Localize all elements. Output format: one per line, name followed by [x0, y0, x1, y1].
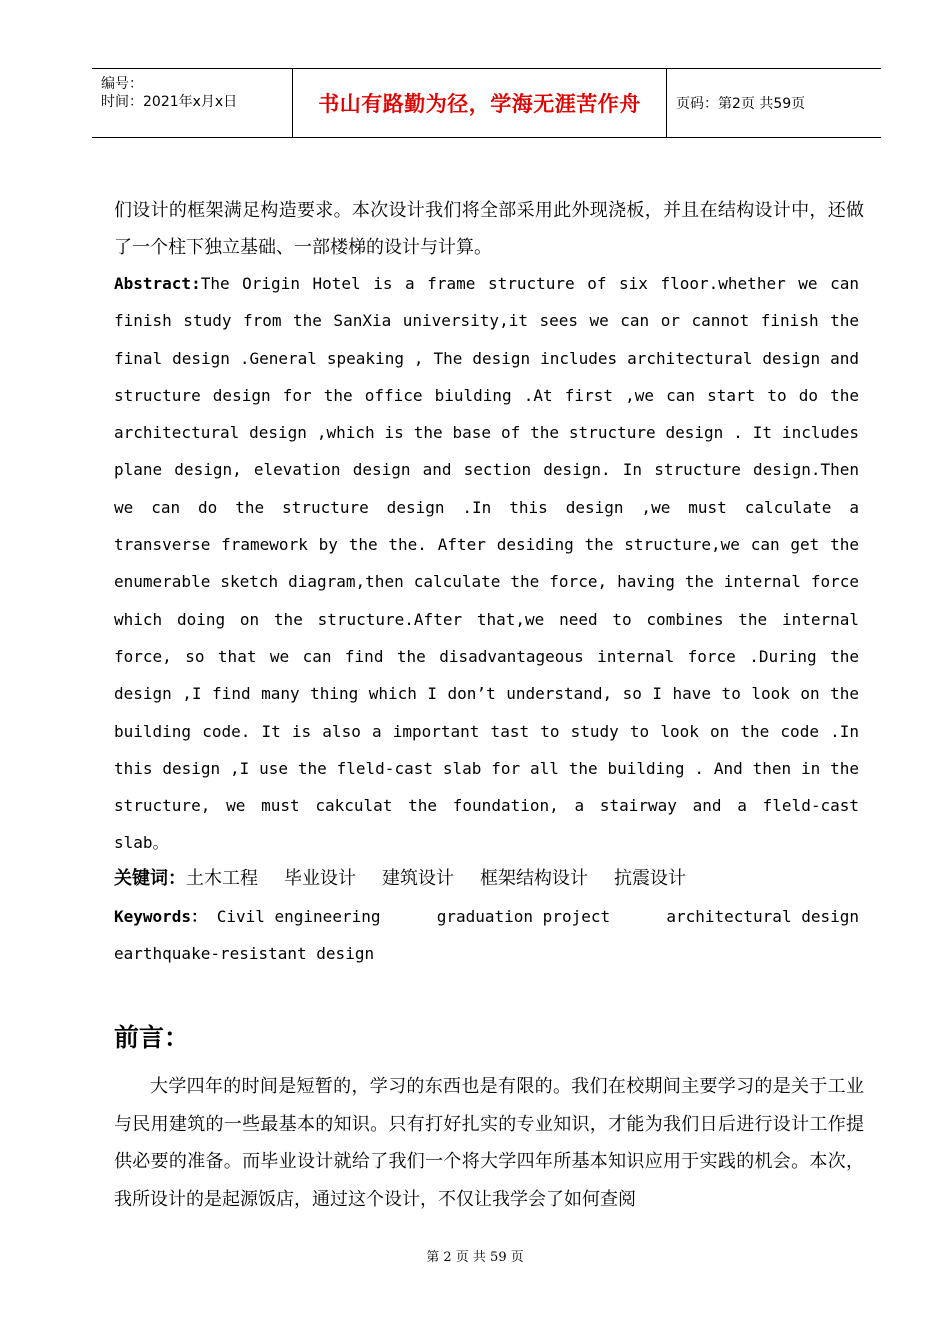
keywords-cn: [114, 861, 859, 897]
page-header: [92, 68, 881, 138]
abstract-paragraph: [114, 265, 859, 862]
abstract-text: The Origin Hotel is a frame structure of six floor.whether we can finish study from the SanXia university,it sees we can or cannot finish the final design .General speaking , The design includes architectural design and structure design for the office biulding .At first ,we can start to do the architectural design ,which is the base of the structure design . It includes plane design, elevation design and section design. In structure design.Then we can do the structure design .In this design ,we must calculate a transverse framework by the the. After desiding the structure,we can get the enumerable sketch diagram,then calculate the force, having the internal force which doing on the structure.After that,we need to combines the internal force, so that we can find the disadvantageous internal force .During the design ,I find many thing which I don’t understand, so I have to look on the building code. It is also a important tast to study to look on the code .In this design ,I use the fleld-cast slab for all the building . And then in the structure, we must cakculat the foundation, a stairway and a fleld-cast slab。: [114, 274, 859, 853]
preface-paragraph: 大学四年的时间是短暂的，学习的东西也是有限的。我们在校期间主要学习的是关于工业与民用建筑的一些最基本的知识。只有打好扎实的专业知识，才能为我们日后进行设计工作提供必要的准备。而毕业设计就给了我们一个将大学四年所基本知识应用于实践的机会。本次，我所设计的是起源饭店，通过这个设计，不仅让我学会了如何查阅: [114, 1076, 864, 1210]
keyword-cn-item: 毕业设计: [284, 868, 356, 889]
keyword-cn-item: 抗震设计: [614, 868, 686, 889]
keyword-en-item: graduation project: [436, 907, 611, 926]
header-page-cell: [666, 69, 881, 137]
header-meta: [92, 69, 292, 137]
header-motto-cell: [292, 69, 667, 137]
keyword-en-item: earthquake-resistant design: [114, 944, 375, 963]
page-footer: 第 2 页 共 59 页: [426, 1250, 524, 1265]
keywords-cn-label: 关键词：: [114, 868, 186, 889]
abstract-label: Abstract:: [114, 274, 201, 293]
keyword-cn-item: 建筑设计: [382, 868, 454, 889]
keyword-en-item: architectural design: [666, 907, 859, 926]
header-page-info: 页码：第2页 共59页: [676, 96, 806, 112]
keyword-cn-item: 框架结构设计: [480, 868, 588, 889]
keywords-en-label: Keywords：: [114, 907, 208, 926]
document-time: 时间：2021年x月x日: [101, 94, 238, 110]
intro-continuation-paragraph: 们设计的框架满足构造要求。本次设计我们将全部采用此外现浇板，并且在结构设计中，还做了一个柱下独立基础、一部楼梯的设计与计算。: [114, 200, 864, 258]
preface-heading: 前言：: [114, 1023, 190, 1052]
keywords-en: [114, 898, 859, 972]
document-number-label: 编号：: [101, 76, 143, 92]
header-motto: 书山有路勤为径，学海无涯苦作舟: [318, 92, 641, 116]
keywords-en-line: [114, 898, 859, 935]
keyword-en-item: Civil engineering: [216, 907, 381, 926]
keyword-cn-item: 土木工程: [186, 868, 258, 889]
